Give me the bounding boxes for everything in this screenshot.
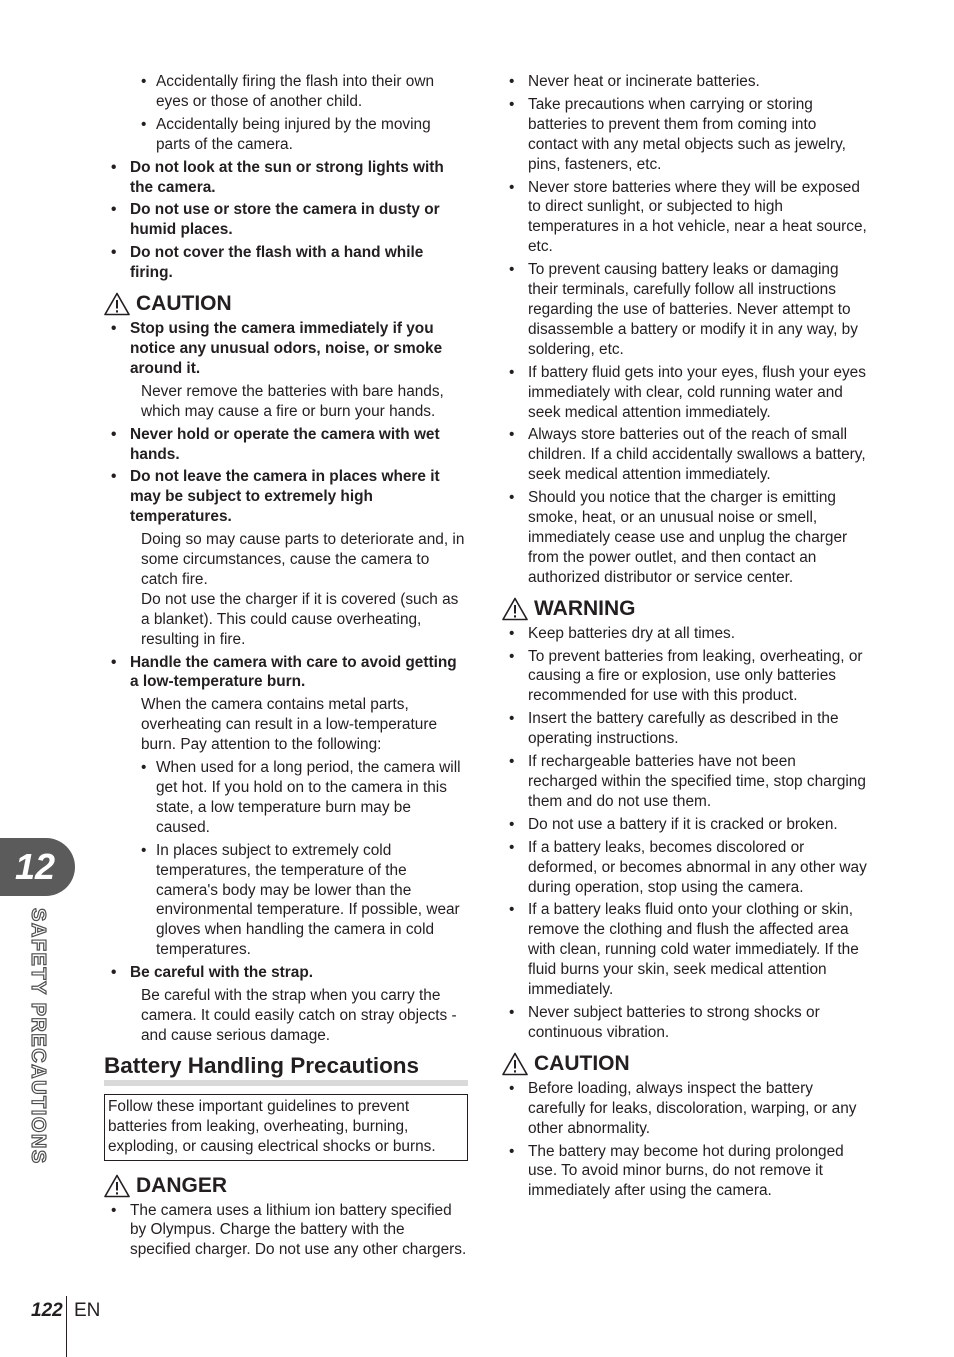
bullet-item: • To prevent causing battery leaks or damaging their terminals, carefully follow all instructions regarding the use of batteries. Never attempt to disassemble a battery or modify it in any way, by soldering, etc. xyxy=(502,260,868,360)
bullet-item: • Never heat or incinerate batteries. xyxy=(502,72,868,92)
heading-text: CAUTION xyxy=(136,292,232,316)
bullet-item: • If battery fluid gets into your eyes, flush your eyes immediately with clear, cold running water and seek medical attention immediately. xyxy=(502,363,868,423)
sub-bullet-item: • In places subject to extremely cold temperatures, the temperature of the camera's body may be lower than the environmental temperature. If possible, wear gloves when handling the camera in cold temperatures. xyxy=(104,841,468,960)
warning-triangle-icon xyxy=(104,1174,136,1198)
bullet-item: • To prevent batteries from leaking, overheating, or causing a fire or explosion, use only batteries recommended for use with this product. xyxy=(502,647,868,707)
bullet-item: • If a battery leaks, becomes discolored or deformed, or becomes abnormal in any other way during operation, stop using the camera. xyxy=(502,838,868,898)
bullet-item-bold: • Do not cover the flash with a hand while firing. xyxy=(104,243,468,283)
paragraph: Be careful with the strap when you carry the camera. It could easily catch on stray objects - and cause serious damage. xyxy=(141,987,457,1044)
paragraph: Doing so may cause parts to deteriorate and, in some circumstances, cause the camera to catch fire. xyxy=(141,531,465,588)
bullet-item-bold: • Do not leave the camera in places where it may be subject to extremely high temperatures. xyxy=(104,467,468,527)
bullet-item: • Never store batteries where they will be exposed to direct sunlight, or subjected to high temperatures in a hot vehicle, near a heat source, etc. xyxy=(502,178,868,258)
heading-text: WARNING xyxy=(534,596,636,620)
bullet-item: • Never subject batteries to strong shocks or continuous vibration. xyxy=(502,1003,868,1043)
bullet-item-bold: • Never hold or operate the camera with wet hands. xyxy=(104,425,468,465)
bullet-item: • Insert the battery carefully as described in the operating instructions. xyxy=(502,709,868,749)
heading-text: CAUTION xyxy=(534,1051,630,1075)
bullet-item-bold: • Handle the camera with care to avoid getting a low-temperature burn. xyxy=(104,653,468,693)
page-number: 122 xyxy=(31,1300,63,1321)
caution-heading xyxy=(502,1051,868,1077)
bullet-item: • Do not use a battery if it is cracked or broken. xyxy=(502,815,868,835)
language-code: EN xyxy=(74,1300,101,1321)
bullet-item: • Keep batteries dry at all times. xyxy=(502,624,868,644)
bullet-item: • The camera uses a lithium ion battery specified by Olympus. Charge the battery with the specified charger. Do not use any other chargers. xyxy=(104,1201,468,1261)
bullet-item: • If rechargeable batteries have not been recharged within the specified time, stop charging them and do not use them. xyxy=(502,752,868,812)
warning-triangle-icon xyxy=(502,1052,534,1076)
warning-triangle-icon xyxy=(502,597,534,621)
sub-bullet-item: • When used for a long period, the camera will get hot. If you hold on to the camera in this state, a low temperature burn may be caused. xyxy=(104,758,468,838)
chapter-label: SAFETY PRECAUTIONS xyxy=(27,908,49,1165)
bullet-item-bold: • Stop using the camera immediately if you notice any unusual odors, noise, or smoke around it. xyxy=(104,319,468,379)
bullet-item-bold: • Be careful with the strap. xyxy=(104,963,468,983)
bullet-item-bold: • Do not look at the sun or strong lights with the camera. xyxy=(104,158,468,198)
paragraph: Never remove the batteries with bare hands, which may cause a fire or burn your hands. xyxy=(141,382,444,420)
sub-bullet-item: • Accidentally firing the flash into their own eyes or those of another child. xyxy=(104,72,468,112)
paragraph: Do not use the charger if it is covered (such as a blanket). This could cause overheating, resulting in fire. xyxy=(141,590,459,648)
bullet-item: • Before loading, always inspect the battery carefully for leaks, discoloration, warping, or any other abnormality. xyxy=(502,1079,868,1139)
bullet-item: • Take precautions when carrying or storing batteries to prevent them from coming into contact with any metal objects such as jewelry, pins, fasteners, etc. xyxy=(502,95,868,175)
sub-bullet-item: • Accidentally being injured by the moving parts of the camera. xyxy=(104,115,468,155)
warning-triangle-icon xyxy=(104,292,136,316)
right-column xyxy=(502,72,868,1204)
bullet-item: • The battery may become hot during prolonged use. To avoid minor burns, do not remove it immediately after using the camera. xyxy=(502,1142,868,1202)
footer-divider xyxy=(66,1296,67,1357)
bullet-item: • Always store batteries out of the reach of small children. If a child accidentally swallows a battery, seek medical attention immediately. xyxy=(502,425,868,485)
left-column xyxy=(104,72,468,1263)
danger-heading xyxy=(104,1173,468,1199)
bullet-item: • If a battery leaks fluid onto your clothing or skin, remove the clothing and flush the affected area with clean, running cold water immediately. If the fluid burns your skin, seek medical attention immediately. xyxy=(502,900,868,1000)
chapter-number: 12 xyxy=(14,846,56,887)
bullet-item-bold: • Do not use or store the camera in dusty or humid places. xyxy=(104,200,468,240)
bullet-item: • Should you notice that the charger is emitting smoke, heat, or an unusual noise or smell, immediately cease use and unplug the charger from the power outlet, and then contact an authorized distributor or service center. xyxy=(502,488,868,588)
paragraph: When the camera contains metal parts, overheating can result in a low-temperature burn. Pay attention to the following: xyxy=(141,696,437,754)
warning-heading xyxy=(502,596,868,622)
intro-box: Follow these important guidelines to prevent batteries from leaking, overheating, burning, exploding, or causing electrical shocks or burns. xyxy=(104,1094,468,1161)
section-title: Battery Handling Precautions xyxy=(104,1052,468,1086)
heading-text: DANGER xyxy=(136,1173,228,1197)
caution-heading xyxy=(104,291,468,317)
